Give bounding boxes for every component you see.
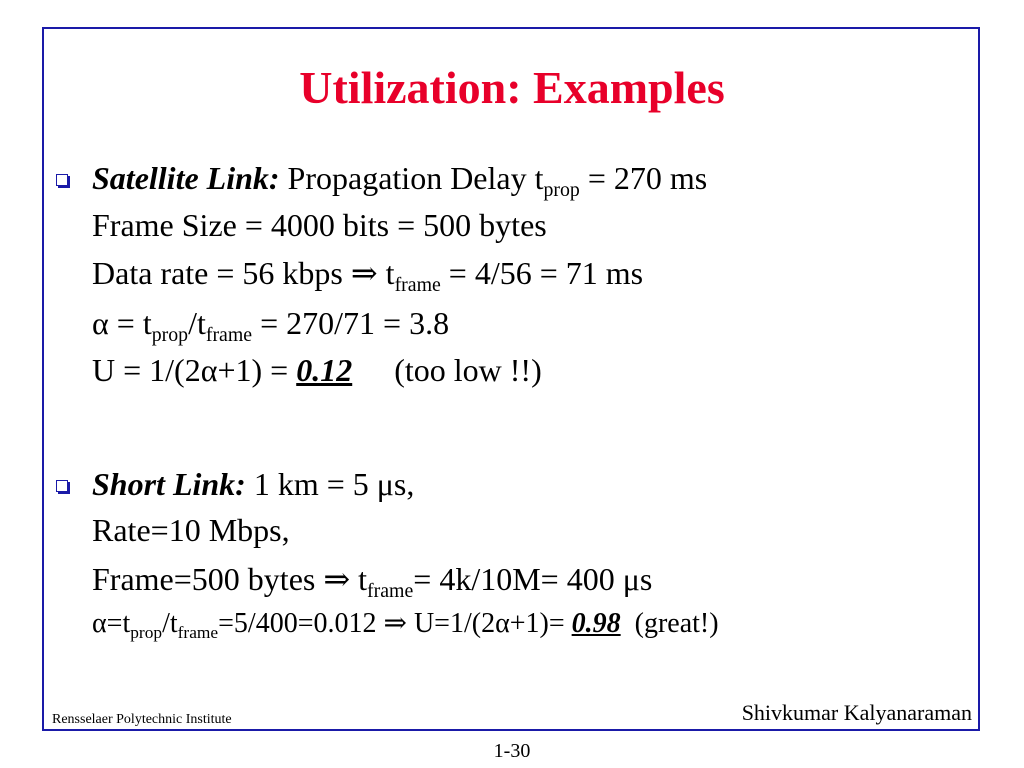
text: α = t — [92, 305, 152, 341]
satellite-line-2: Frame Size = 4000 bits = 500 bytes — [92, 207, 547, 243]
satellite-heading: Satellite Link: — [92, 160, 280, 196]
subscript: prop — [151, 323, 189, 346]
text: Data rate = 56 kbps ⇒ t — [92, 255, 395, 291]
text: α=t — [92, 608, 131, 639]
short-line-3 — [92, 559, 653, 602]
subscript: prop — [130, 623, 163, 643]
text: Propagation Delay t — [287, 160, 544, 196]
text: = 270/71 = 3.8 — [252, 305, 450, 341]
utilization-answer: 0.98 — [571, 608, 621, 639]
text: = 4/56 = 71 ms — [440, 255, 644, 291]
footer-author: Shivkumar Kalyanaraman — [741, 700, 972, 725]
text: 1 km = 5 μs, — [245, 466, 415, 502]
text: /t — [188, 305, 206, 341]
bullet-icon — [56, 174, 68, 186]
slide-title: Utilization: Examples — [299, 62, 725, 113]
utilization-answer: 0.12 — [296, 352, 353, 388]
text: Frame=500 bytes ⇒ t — [92, 561, 368, 597]
subscript: frame — [177, 623, 219, 643]
satellite-line-3 — [92, 253, 644, 296]
short-line-1 — [92, 464, 414, 504]
short-line-2: Rate=10 Mbps, — [92, 512, 290, 548]
page-number: 1-30 — [493, 740, 531, 762]
note: (great!) — [634, 608, 719, 639]
subscript: frame — [394, 273, 441, 296]
subscript: prop — [543, 178, 580, 201]
satellite-line-4 — [92, 303, 450, 346]
text: = 270 ms — [579, 160, 708, 196]
text: =5/400=0.012 ⇒ U=1/(2α+1)= — [218, 608, 572, 639]
text: U = 1/(2α+1) = — [92, 352, 297, 388]
note: (too low !!) — [394, 352, 542, 388]
short-heading: Short Link: — [92, 466, 246, 502]
satellite-line-5 — [92, 350, 542, 390]
bullet-icon — [56, 480, 68, 492]
text: /t — [162, 608, 178, 639]
subscript: frame — [205, 323, 253, 346]
short-line-4 — [92, 604, 719, 644]
subscript: frame — [367, 579, 414, 602]
footer-institution: Rensselaer Polytechnic Institute — [52, 712, 232, 727]
satellite-line-1 — [92, 158, 708, 201]
text: = 4k/10M= 400 μs — [413, 561, 653, 597]
